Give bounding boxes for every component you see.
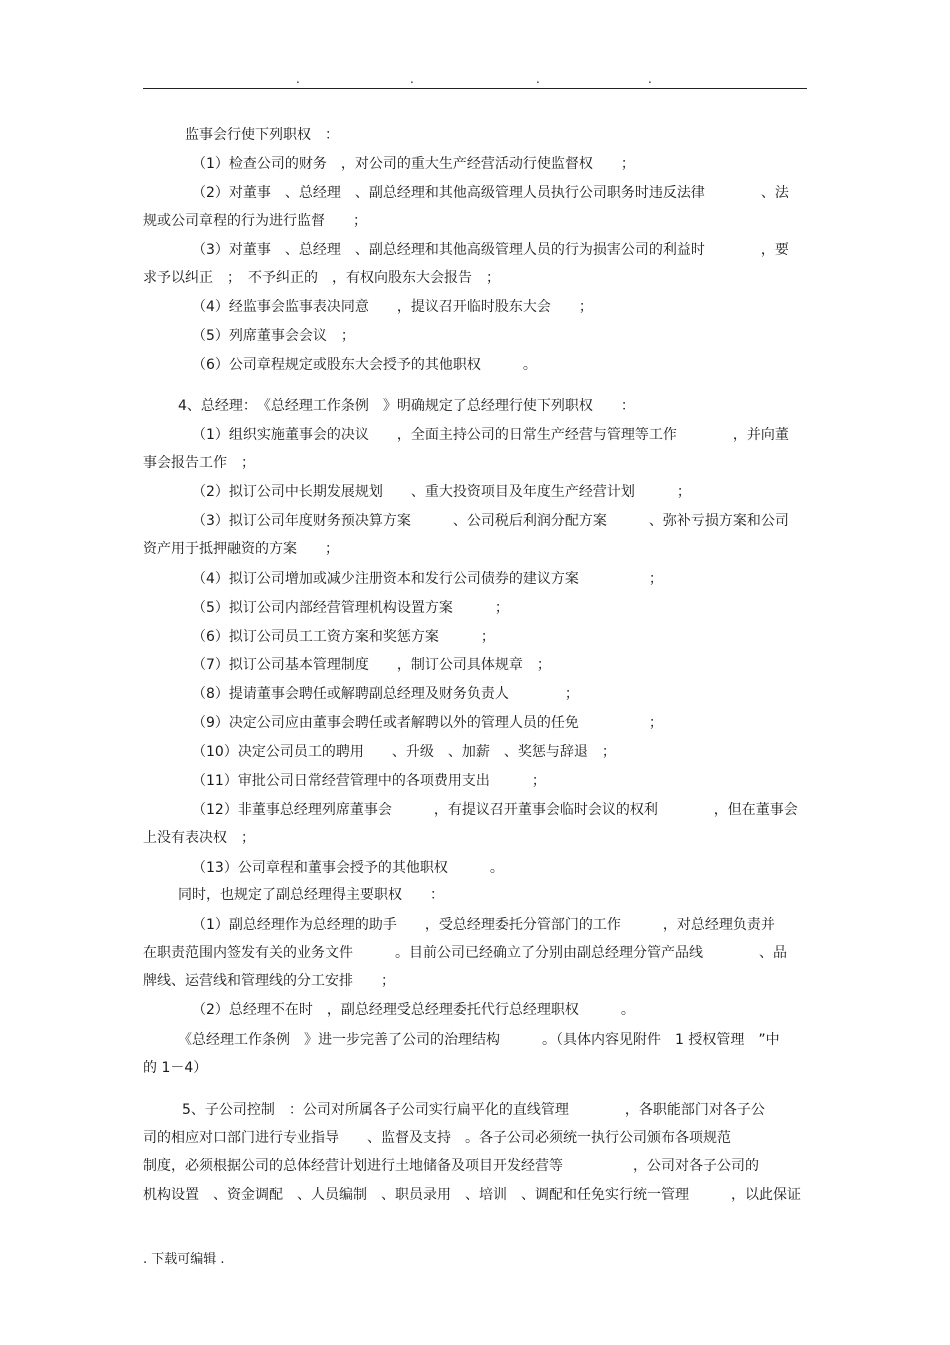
text-line: （5）拟订公司内部经营管理机构设置方案 ； (192, 600, 509, 616)
text-line: （10）决定公司员工的聘用 、升级 、加薪 、奖惩与辞退 ； (192, 744, 616, 760)
text-line: 监事会行使下列职权 ： (185, 127, 339, 143)
text-line: （4）拟订公司增加或减少注册资本和发行公司债券的建议方案 ； (192, 571, 663, 587)
text-line: （2）总经理不在时 ，副总经理受总经理委托代行总经理职权 。 (192, 1002, 635, 1018)
header-dot: . (536, 72, 540, 86)
text-line: （12）非董事总经理列席董事会 ，有提议召开董事会临时会议的权利 ，但在董事会 (192, 802, 798, 818)
text-line: 4、总经理： 《总经理工作条例 》明确规定了总经理行使下列职权 ： (178, 398, 635, 414)
text-line: （1）检查公司的财务 ，对公司的重大生产经营活动行使监督权 ； (192, 156, 635, 172)
text-line: 制度，必须根据公司的总体经营计划进行土地储备及项目开发经营等 ，公司对各子公司的 (143, 1158, 759, 1174)
text-line: 上没有表决权 ； (143, 830, 255, 846)
page-footer: . 下载可编辑 . (143, 1252, 225, 1267)
text-line: （9）决定公司应由董事会聘任或者解聘以外的管理人员的任免 ； (192, 715, 663, 731)
header-dot: . (296, 72, 300, 86)
header-rule (143, 88, 807, 89)
text-line: （3）拟订公司年度财务预决算方案 、公司税后利润分配方案 、弥补亏损方案和公司 (192, 513, 789, 529)
text-line: （7）拟订公司基本管理制度 ，制订公司具体规章 ； (192, 657, 551, 673)
text-line: 求予以纠正 ； 不予纠正的 ，有权向股东大会报告 ； (143, 270, 500, 286)
text-line: （8）提请董事会聘任或解聘副总经理及财务负责人 ； (192, 686, 579, 702)
text-line: （2）对董事 、总经理 、副总经理和其他高级管理人员执行公司职务时违反法律 、法 (192, 185, 789, 201)
text-line: （1）组织实施董事会的决议 ，全面主持公司的日常生产经营与管理等工作 ，并向董 (192, 427, 789, 443)
text-line: （4）经监事会监事表决同意 ，提议召开临时股东大会 ； (192, 299, 593, 315)
header-dot: . (648, 72, 652, 86)
text-line: 同时，也规定了副总经理得主要职权 ： (178, 887, 444, 903)
text-line: 牌线、运营线和管理线的分工安排 ； (143, 973, 395, 989)
text-line: （2）拟订公司中长期发展规划 、重大投资项目及年度生产经营计划 ； (192, 484, 691, 500)
text-line: （6）拟订公司员工工资方案和奖惩方案 ； (192, 629, 495, 645)
header-dot: . (410, 72, 414, 86)
text-line: （13）公司章程和董事会授予的其他职权 。 (192, 860, 504, 876)
text-line: 资产用于抵押融资的方案 ； (143, 541, 339, 557)
text-line: 规或公司章程的行为进行监督 ； (143, 213, 367, 229)
text-line: （3）对董事 、总经理 、副总经理和其他高级管理人员的行为损害公司的利益时 ，要 (192, 242, 789, 258)
text-line: 《总经理工作条例 》进一步完善了公司的治理结构 。（具体内容见附件 1 授权管理 ”中 (178, 1032, 780, 1048)
text-line: （11）审批公司日常经营管理中的各项费用支出 ； (192, 773, 546, 789)
text-line: 司的相应对口部门进行专业指导 、监督及支持 。各子公司必须统一执行公司颁布各项规范 (143, 1130, 731, 1146)
text-line: （6）公司章程规定或股东大会授予的其他职权 。 (192, 357, 537, 373)
text-line: （5）列席董事会会议 ； (192, 328, 355, 344)
text-line: 机构设置 、资金调配 、人员编制 、职员录用 、培训 、调配和任免实行统一管理 ，以此保证 (143, 1187, 801, 1203)
text-line: 5、子公司控制 ：公司对所属各子公司实行扁平化的直线管理 ，各职能部门对各子公 (182, 1102, 765, 1118)
text-line: 的 1－4） (143, 1060, 208, 1076)
text-line: （1）副总经理作为总经理的助手 ，受总经理委托分管部门的工作 ，对总经理负责并 (192, 917, 775, 933)
text-line: 事会报告工作 ； (143, 455, 255, 471)
text-line: 在职责范围内签发有关的业务文件 。目前公司已经确立了分别由副总经理分管产品线 、品 (143, 945, 787, 961)
